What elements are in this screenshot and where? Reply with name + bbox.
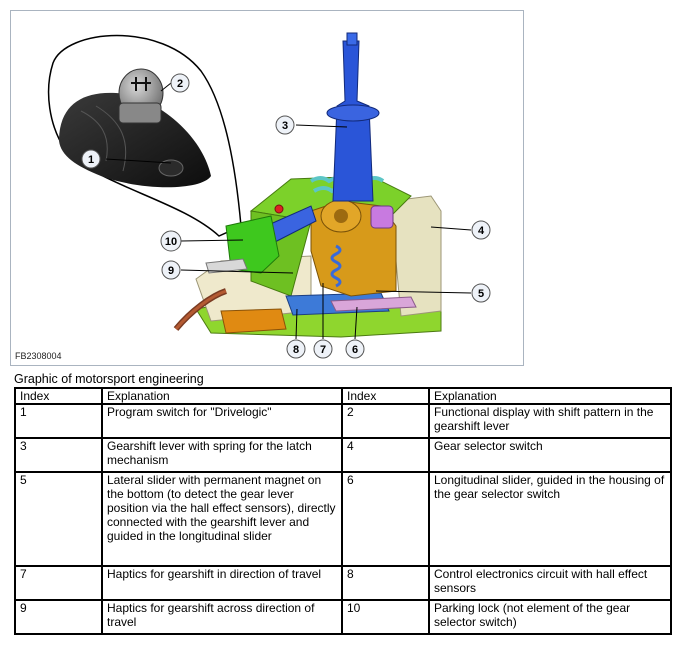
explanation-cell: Control electronics circuit with hall effect sensors [429,566,671,600]
callout-label: 6 [351,344,359,356]
callout-9 [162,261,180,279]
callout-label: 9 [167,265,175,277]
callout-3 [276,116,294,134]
callout-label: 10 [164,236,178,248]
callout-label: 7 [319,344,327,356]
gear-selector-drawing [11,11,523,365]
inset-detail [49,36,241,237]
table-row [15,566,671,600]
index-cell: 2 [342,404,429,438]
explanation-cell: Gear selector switch [429,438,671,472]
index-cell: 9 [15,600,102,634]
index-cell: 6 [342,472,429,566]
explanation-cell: Functional display with shift pattern in the gearshift lever [429,404,671,438]
index-cell: 1 [15,404,102,438]
explanation-cell: Longitudinal slider, guided in the housing of the gear selector switch [429,472,671,566]
index-cell: 10 [342,600,429,634]
gear-selector-illustration [10,10,524,366]
header-explanation: Explanation [429,388,671,404]
callout-8 [287,340,305,358]
callout-6 [346,340,364,358]
table-row [15,600,671,634]
explanation-cell: Gearshift lever with spring for the latch mechanism [102,438,342,472]
callout-label: 2 [176,78,184,90]
explanation-cell: Lateral slider with permanent magnet on the bottom (to detect the gear lever position via the hall effect sensors), directly connected with the gearshift lever and guided in the longitudinal slider [102,472,342,566]
index-cell: 4 [342,438,429,472]
callout-label: 1 [87,154,95,166]
explanation-cell: Haptics for gearshift across direction of travel [102,600,342,634]
table-row [15,472,671,566]
explanation-cell: Parking lock (not element of the gear selector switch) [429,600,671,634]
table-header-row [15,388,671,404]
callout-4 [472,221,490,239]
callout-10 [161,231,181,251]
header-index: Index [342,388,429,404]
figure-code: FB2308004 [15,351,62,361]
index-cell: 5 [15,472,102,566]
header-index: Index [15,388,102,404]
callout-label: 4 [477,225,485,237]
explanation-cell: Program switch for "Drivelogic" [102,404,342,438]
index-table [14,387,672,635]
callout-label: 5 [477,288,485,300]
callout-label: 8 [292,344,300,356]
callout-7 [314,340,332,358]
table-row [15,404,671,438]
callout-label: 3 [281,120,289,132]
callout-5 [472,284,490,302]
callout-1 [82,150,100,168]
header-explanation: Explanation [102,388,342,404]
index-cell: 7 [15,566,102,600]
explanation-cell: Haptics for gearshift in direction of travel [102,566,342,600]
index-cell: 3 [15,438,102,472]
callout-2 [171,74,189,92]
table-row [15,438,671,472]
index-cell: 8 [342,566,429,600]
figure-caption: Graphic of motorsport engineering [14,372,204,386]
